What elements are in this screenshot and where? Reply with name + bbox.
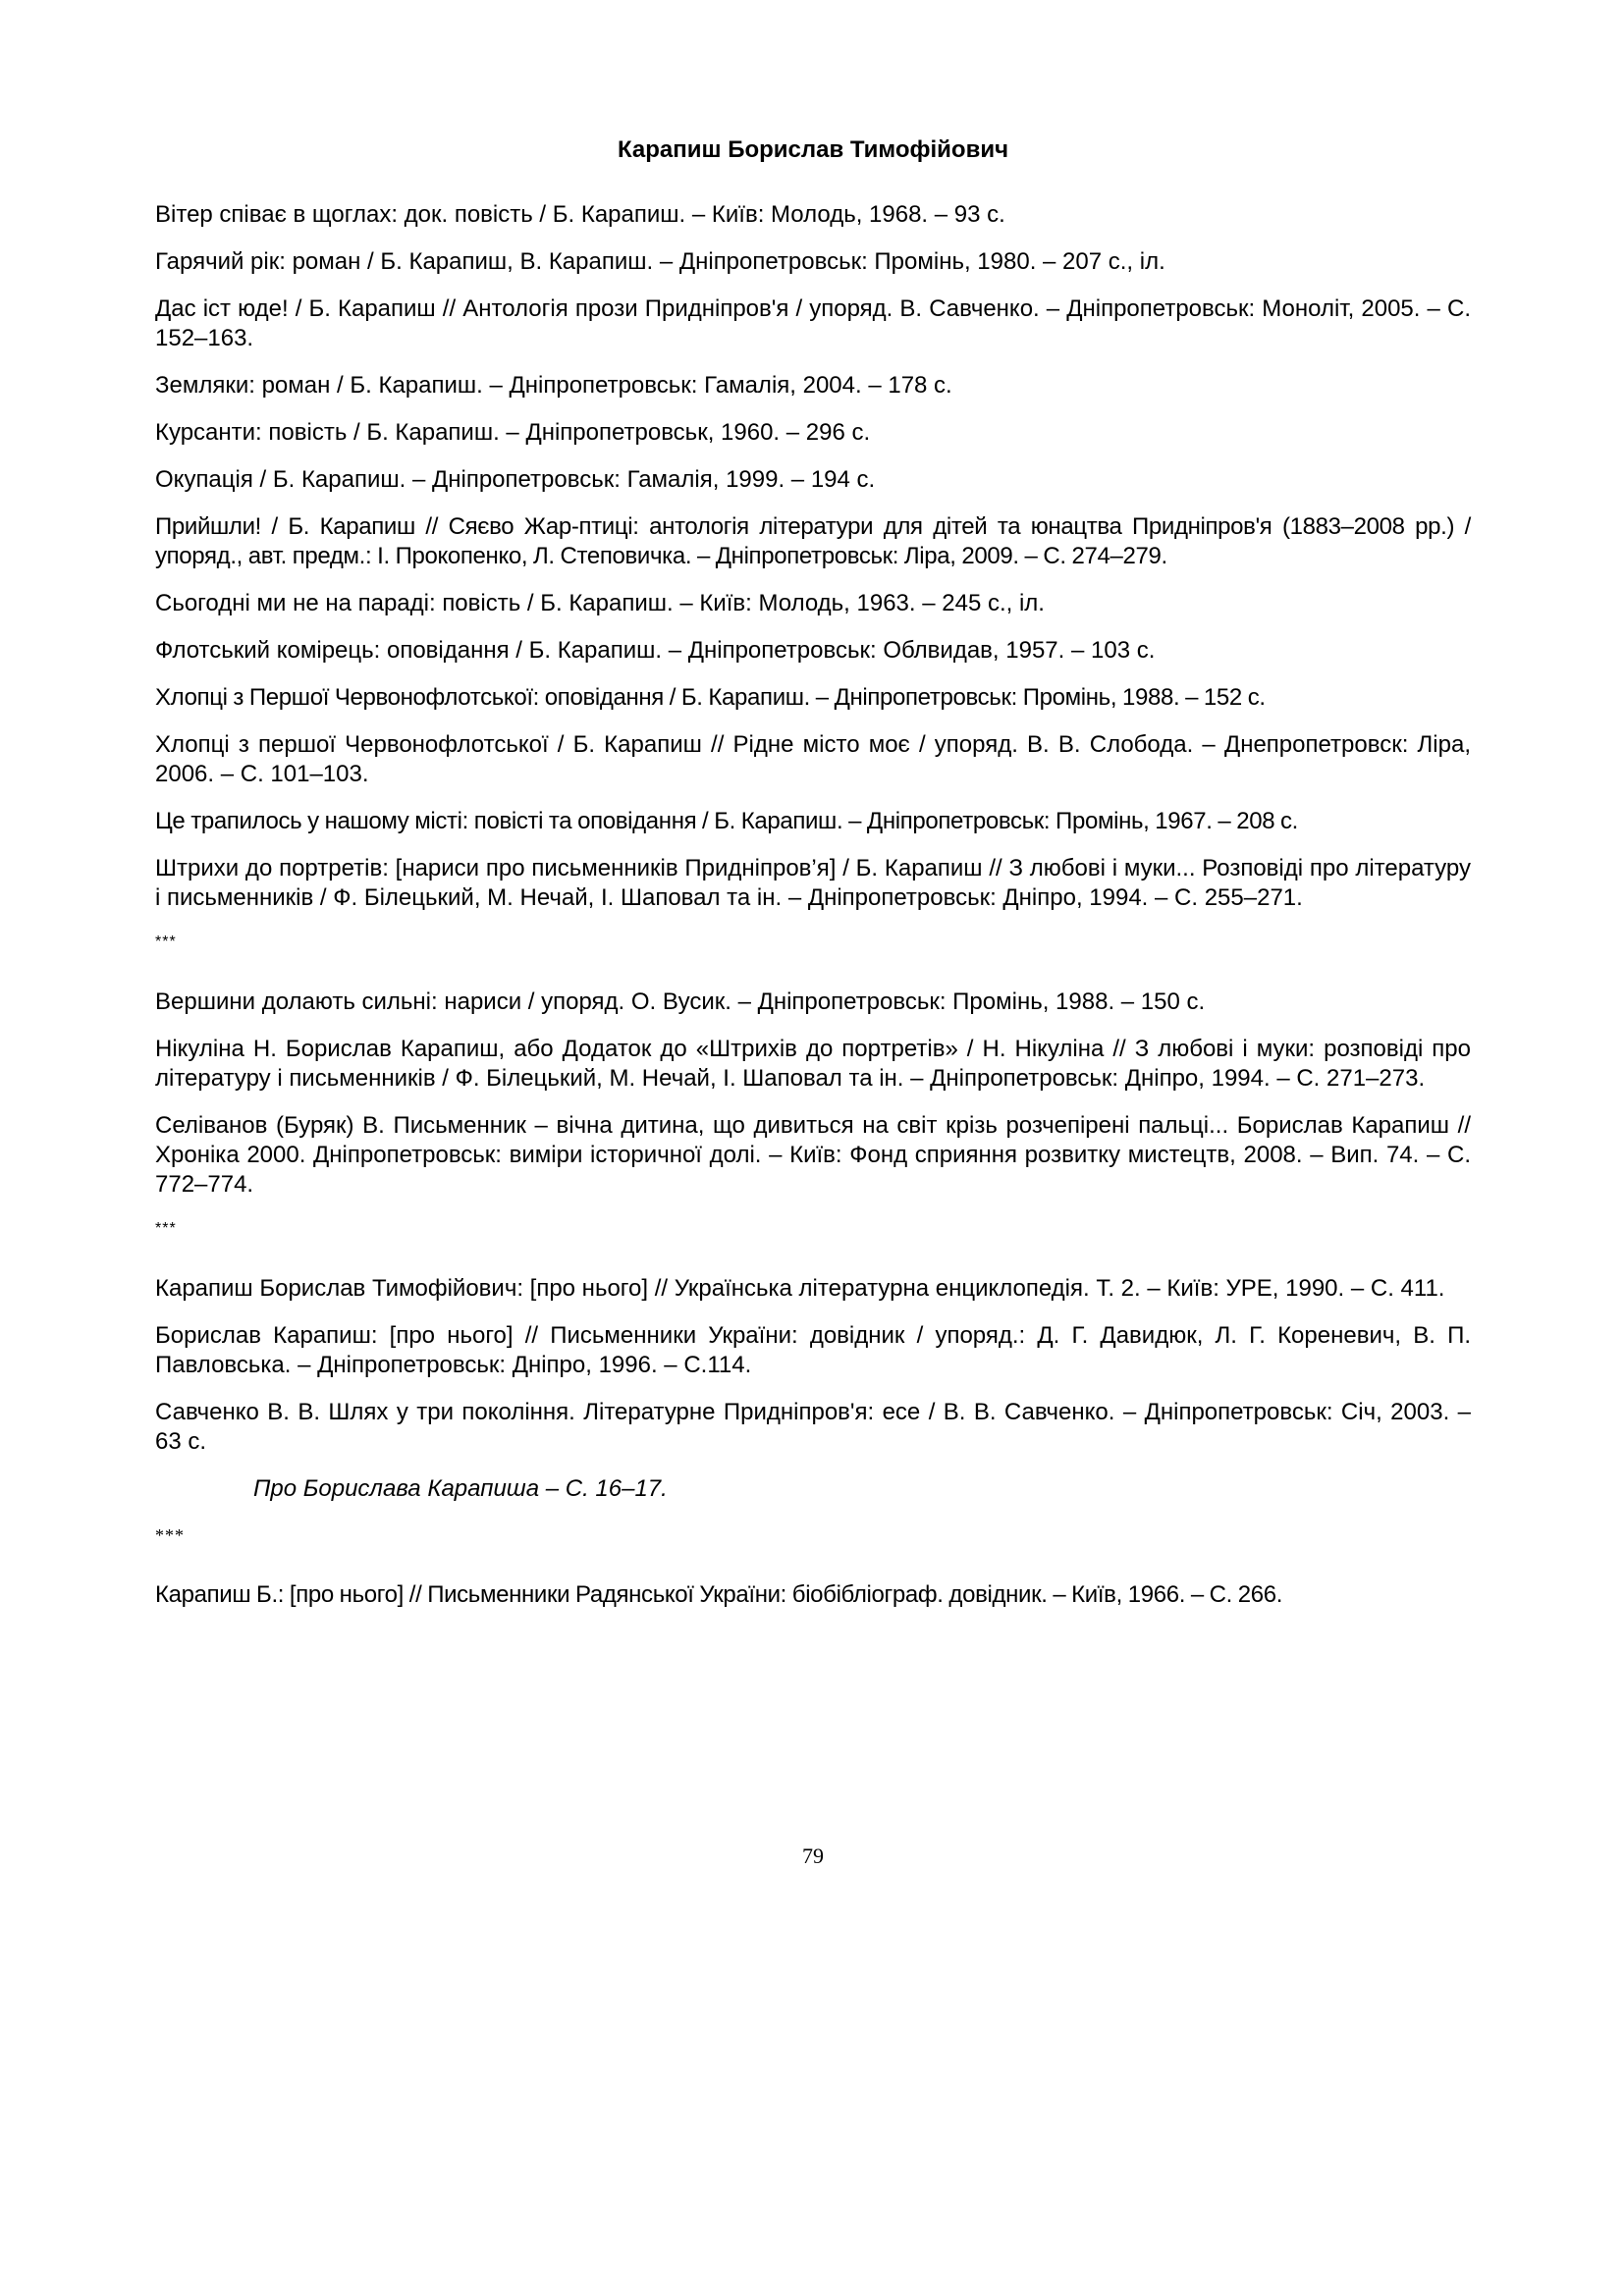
bibliography-entry: Прийшли! / Б. Карапиш // Сяєво Жар-птиці: антологія літератури для дітей та юнацтва Придніпров'я (1883–2008 рр.) / упоряд., авт. предм.: І. Прокопенко, Л. Степовичка. – Дніпропетровськ: Ліра, 2009. – С. 274–279.	[155, 513, 1471, 569]
section-separator: ***	[155, 1525, 185, 1545]
bibliography-entry: Вітер співає в щоглах: док. повість / Б. Карапиш. – Київ: Молодь, 1968. – 93 с.	[155, 201, 1005, 228]
page-heading: Карапиш Борислав Тимофійович	[617, 136, 1009, 163]
bibliography-entry: Окупація / Б. Карапиш. – Дніпропетровськ: Гамалія, 1999. – 194 с.	[155, 466, 876, 493]
bibliography-entry: Борислав Карапиш: [про нього] // Письменники України: довідник / упоряд.: Д. Г. Давидюк, Л. Г. Кореневич, В. П. Павловська. – Дніпропетровськ: Дніпро, 1996. – С.114.	[155, 1322, 1471, 1378]
bibliography-entry: Селіванов (Буряк) В. Письменник – вічна дитина, що дивиться на світ крізь розчепірені пальці... Борислав Карапиш // Хроніка 2000. Дніпропетровськ: виміри історичної долі. – Київ: Фонд сприяння розвитку мистецтв, 2008. – Вип. 74. – С. 772–774.	[155, 1112, 1471, 1198]
bibliography-entry: Карапиш Б.: [про нього] // Письменники Радянської України: біобібліограф. довідник. – Київ, 1966. – С. 266.	[155, 1581, 1283, 1608]
bibliography-entry: Дас іст юде! / Б. Карапиш // Антологія прози Придніпров'я / упоряд. В. Савченко. – Дніпропетровськ: Моноліт, 2005. – С. 152–163.	[155, 295, 1471, 351]
bibliography-entry: Земляки: роман / Б. Карапиш. – Дніпропетровськ: Гамалія, 2004. – 178 с.	[155, 372, 952, 399]
bibliography-entry: Савченко В. В. Шлях у три покоління. Літературне Придніпров'я: есе / В. В. Савченко. – Дніпропетровськ: Січ, 2003. – 63 с.	[155, 1399, 1471, 1455]
entry-note: Про Борислава Карапиша – С. 16–17.	[253, 1475, 668, 1502]
section-separator: ***	[155, 1220, 177, 1237]
bibliography-entry: Карапиш Борислав Тимофійович: [про нього] // Українська літературна енциклопедія. Т. 2. – Київ: УРЕ, 1990. – С. 411.	[155, 1275, 1445, 1302]
bibliography-entry: Гарячий рік: роман / Б. Карапиш, В. Карапиш. – Дніпропетровськ: Промінь, 1980. – 207 с., іл.	[155, 248, 1165, 275]
bibliography-entry: Сьогодні ми не на параді: повість / Б. Карапиш. – Київ: Молодь, 1963. – 245 с., іл.	[155, 590, 1045, 616]
bibliography-entry: Хлопці з першої Червонофлотської / Б. Карапиш // Рідне місто моє / упоряд. В. В. Слобода. – Днепропетровск: Ліра, 2006. – С. 101–103.	[155, 731, 1471, 787]
bibliography-list	[155, 200, 1471, 1628]
bibliography-entry: Це трапилось у нашому місті: повісті та оповідання / Б. Карапиш. – Дніпропетровськ: Промінь, 1967. – 208 с.	[155, 808, 1298, 834]
bibliography-entry: Штрихи до портретів: [нариси про письменників Придніпров’я] / Б. Карапиш // З любові і муки... Розповіді про літературу і письменників / Ф. Білецький, М. Нечай, І. Шаповал та ін. – Дніпропетровськ: Дніпро, 1994. – С. 255–271.	[155, 855, 1471, 911]
bibliography-entry: Флотський комірець: оповідання / Б. Карапиш. – Дніпропетровськ: Облвидав, 1957. – 103 с.	[155, 637, 1156, 664]
bibliography-entry: Нікуліна Н. Борислав Карапиш, або Додаток до «Штрихів до портретів» / Н. Нікуліна // З любові і муки: розповіді про літературу і письменників / Ф. Білецький, М. Нечай, І. Шаповал та ін. – Дніпропетровськ: Дніпро, 1994. – С. 271–273.	[155, 1036, 1471, 1092]
page-number: 79	[802, 1843, 824, 1868]
section-separator: ***	[155, 934, 177, 950]
bibliography-entry: Курсанти: повість / Б. Карапиш. – Дніпропетровськ, 1960. – 296 с.	[155, 419, 871, 446]
bibliography-entry: Вершини долають сильні: нариси / упоряд. О. Вусик. – Дніпропетровськ: Промінь, 1988. – 150 с.	[155, 988, 1206, 1015]
bibliography-entry: Хлопці з Першої Червонофлотської: оповідання / Б. Карапиш. – Дніпропетровськ: Промінь, 1988. – 152 с.	[155, 684, 1266, 711]
